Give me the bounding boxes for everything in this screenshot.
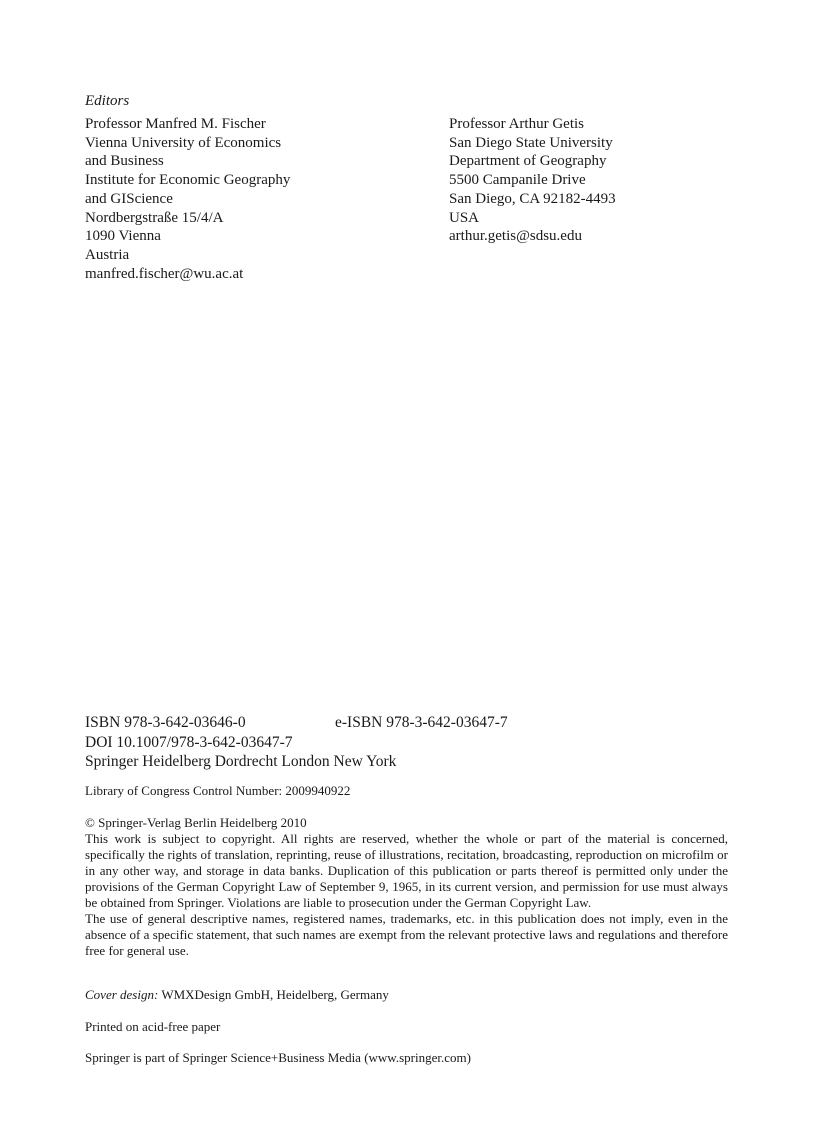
address-line: and Business [85,153,164,170]
copyright-paragraph: This work is subject to copyright. All rights are reserved, whether the whole or part of the material is concerned, specifically the rights of translation, reprinting, reuse of illustrations, recitation, broadcasting, reproduction on microfilm or in any other way, and storage in data banks. Duplication of this publication or parts thereof is permitted only under the provisions of the German Copyright Law of September 9, 1965, in its current version, and permission for use must always be obtained from Springer. Violations are liable to prosecution under the German Copyright Law. [85,831,728,910]
address-line: Austria [85,246,130,263]
editor-email: arthur.getis@sdsu.edu [449,228,582,245]
isbn: ISBN 978-3-642-03646-0 [85,714,246,731]
doi: DOI 10.1007/978-3-642-03647-7 [85,733,293,751]
editor-email: manfred.fischer@wu.ac.at [85,265,244,282]
address-line: and GIScience [85,190,173,207]
address-line: Department of Geography [449,153,607,170]
publisher-locations: Springer Heidelberg Dordrecht London New York [85,753,397,770]
address-line: 5500 Campanile Drive [449,172,586,189]
publication-identifiers [85,713,508,772]
cover-design-label: Cover design: [85,987,159,1002]
address-line: San Diego, CA 92182-4493 [449,190,616,207]
copyright-notice [85,815,728,959]
eisbn: e-ISBN 978-3-642-03647-7 [335,714,508,731]
copyright-line: © Springer-Verlag Berlin Heidelberg 2010 [85,815,307,830]
editor-address-getis [449,115,616,246]
address-line: San Diego State University [449,134,613,151]
address-line: Nordbergstraße 15/4/A [85,209,224,226]
editor-name: Professor Arthur Getis [449,116,584,132]
address-line: USA [449,209,480,226]
cover-design-value: WMXDesign GmbH, Heidelberg, Germany [161,987,389,1002]
cover-design-credit [85,987,728,1003]
editors-heading: Editors [85,93,130,109]
address-line: Vienna University of Economics [85,134,282,151]
address-line: 1090 Vienna [85,228,161,245]
address-line: Institute for Economic Geography [85,172,291,189]
paper-note: Printed on acid-free paper [85,1019,221,1034]
editor-name: Professor Manfred M. Fischer [85,116,266,132]
isbn-row [85,713,508,733]
trademark-paragraph: The use of general descriptive names, registered names, trademarks, etc. in this publication does not imply, even in the absence of a specific statement, that such names are exempt from the relevant protective laws and regulations and therefore free for general use. [85,911,728,958]
springer-note: Springer is part of Springer Science+Business Media (www.springer.com) [85,1050,471,1065]
loc-control-number: Library of Congress Control Number: 2009940922 [85,783,351,798]
editor-address-fischer [85,115,290,283]
